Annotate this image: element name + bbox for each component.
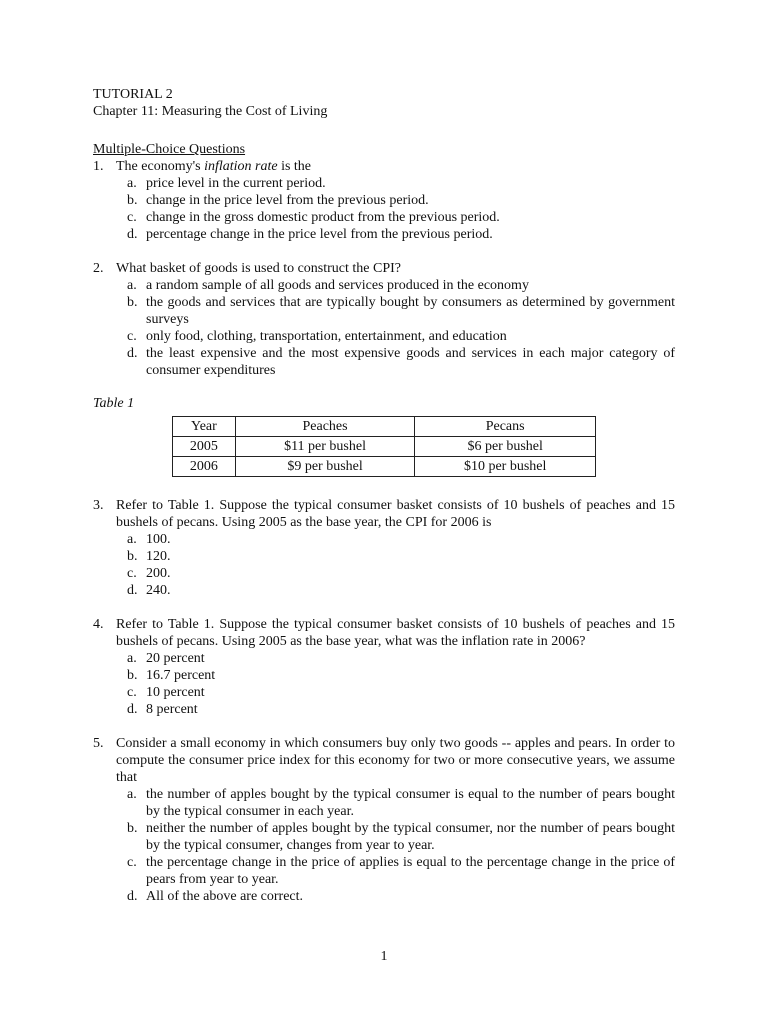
chapter-title: Chapter 11: Measuring the Cost of Living xyxy=(93,104,328,119)
table-caption: Table 1 xyxy=(93,396,135,411)
answer-option: d. 8 percent xyxy=(127,702,198,717)
page-number: 1 xyxy=(380,949,388,964)
answer-option: a. 20 percent xyxy=(127,651,205,666)
table-header-cell: Year xyxy=(173,417,236,437)
answer-option: d. the least expensive and the most expensive goods and services in each major category of consumer expenditures xyxy=(127,346,675,378)
table-header-row xyxy=(173,417,596,437)
question-4 xyxy=(93,616,675,718)
question-5 xyxy=(93,735,675,905)
question-text: Refer to Table 1. Suppose the typical consumer basket consists of 10 bushels of peaches and 15 bushels of pecans. Using 2005 as the base year, the CPI for 2006 is xyxy=(116,498,675,530)
answer-option: b. change in the price level from the previous period. xyxy=(127,193,429,208)
question-3 xyxy=(93,497,675,599)
question-text: Refer to Table 1. Suppose the typical consumer basket consists of 10 bushels of peaches and 15 bushels of pecans. Using 2005 as the base year, what was the inflation rate in 2006? xyxy=(116,617,675,649)
table-cell: 2006 xyxy=(173,457,236,477)
answer-options xyxy=(93,650,675,718)
question-number: 4. xyxy=(93,617,104,632)
answer-options xyxy=(93,786,675,905)
answer-option: c. 10 percent xyxy=(127,685,205,700)
answer-option: a. 100. xyxy=(127,532,171,547)
document-body-continued xyxy=(93,497,675,905)
table-header-cell: Pecans xyxy=(415,417,596,437)
question-text: Consider a small economy in which consumers buy only two goods -- apples and pears. In order to compute the consumer price index for this economy for two or more consecutive years, we assume that xyxy=(116,736,675,785)
question-2 xyxy=(93,260,675,379)
answer-option: b. 120. xyxy=(127,549,171,564)
answer-option: a. price level in the current period. xyxy=(127,176,326,191)
question-number: 5. xyxy=(93,736,104,751)
answer-option: b. the goods and services that are typically bought by consumers as determined by government surveys xyxy=(127,295,675,327)
question-text: The economy's inflation rate is the xyxy=(116,159,312,174)
table-header-cell: Peaches xyxy=(235,417,415,437)
question-text: What basket of goods is used to construct the CPI? xyxy=(116,261,402,276)
answer-option: d. All of the above are correct. xyxy=(127,889,304,904)
table-cell: $9 per bushel xyxy=(235,457,415,477)
answer-option: c. only food, clothing, transportation, entertainment, and education xyxy=(127,329,507,344)
answer-option: c. the percentage change in the price of applies is equal to the percentage change in the price of pears from year to year. xyxy=(127,855,675,887)
answer-option: c. 200. xyxy=(127,566,171,581)
question-number: 2. xyxy=(93,261,104,276)
question-1 xyxy=(93,158,675,243)
question-number: 3. xyxy=(93,498,104,513)
answer-option: b. neither the number of apples bought by the typical consumer, nor the number of pears bought by the typical consumer, changes from year to year. xyxy=(127,821,675,853)
table-1 xyxy=(172,416,596,477)
answer-option: d. percentage change in the price level from the previous period. xyxy=(127,227,493,242)
table-cell: $10 per bushel xyxy=(415,457,596,477)
answer-option: c. change in the gross domestic product from the previous period. xyxy=(127,210,500,225)
table-cell: $11 per bushel xyxy=(235,437,415,457)
tutorial-title: TUTORIAL 2 xyxy=(93,87,173,102)
table-row xyxy=(173,457,596,477)
answer-option: a. the number of apples bought by the typical consumer is equal to the number of pears bought by the typical consumer in each year. xyxy=(127,787,675,819)
answer-options xyxy=(93,175,675,243)
answer-option: d. 240. xyxy=(127,583,171,598)
table-cell: $6 per bushel xyxy=(415,437,596,457)
table-cell: 2005 xyxy=(173,437,236,457)
answer-options xyxy=(93,531,675,599)
answer-option: a. a random sample of all goods and services produced in the economy xyxy=(127,278,529,293)
table-row xyxy=(173,437,596,457)
answer-option: b. 16.7 percent xyxy=(127,668,216,683)
document-body xyxy=(93,86,675,412)
section-heading: Multiple-Choice Questions xyxy=(93,142,246,157)
question-number: 1. xyxy=(93,159,104,174)
answer-options xyxy=(93,277,675,379)
